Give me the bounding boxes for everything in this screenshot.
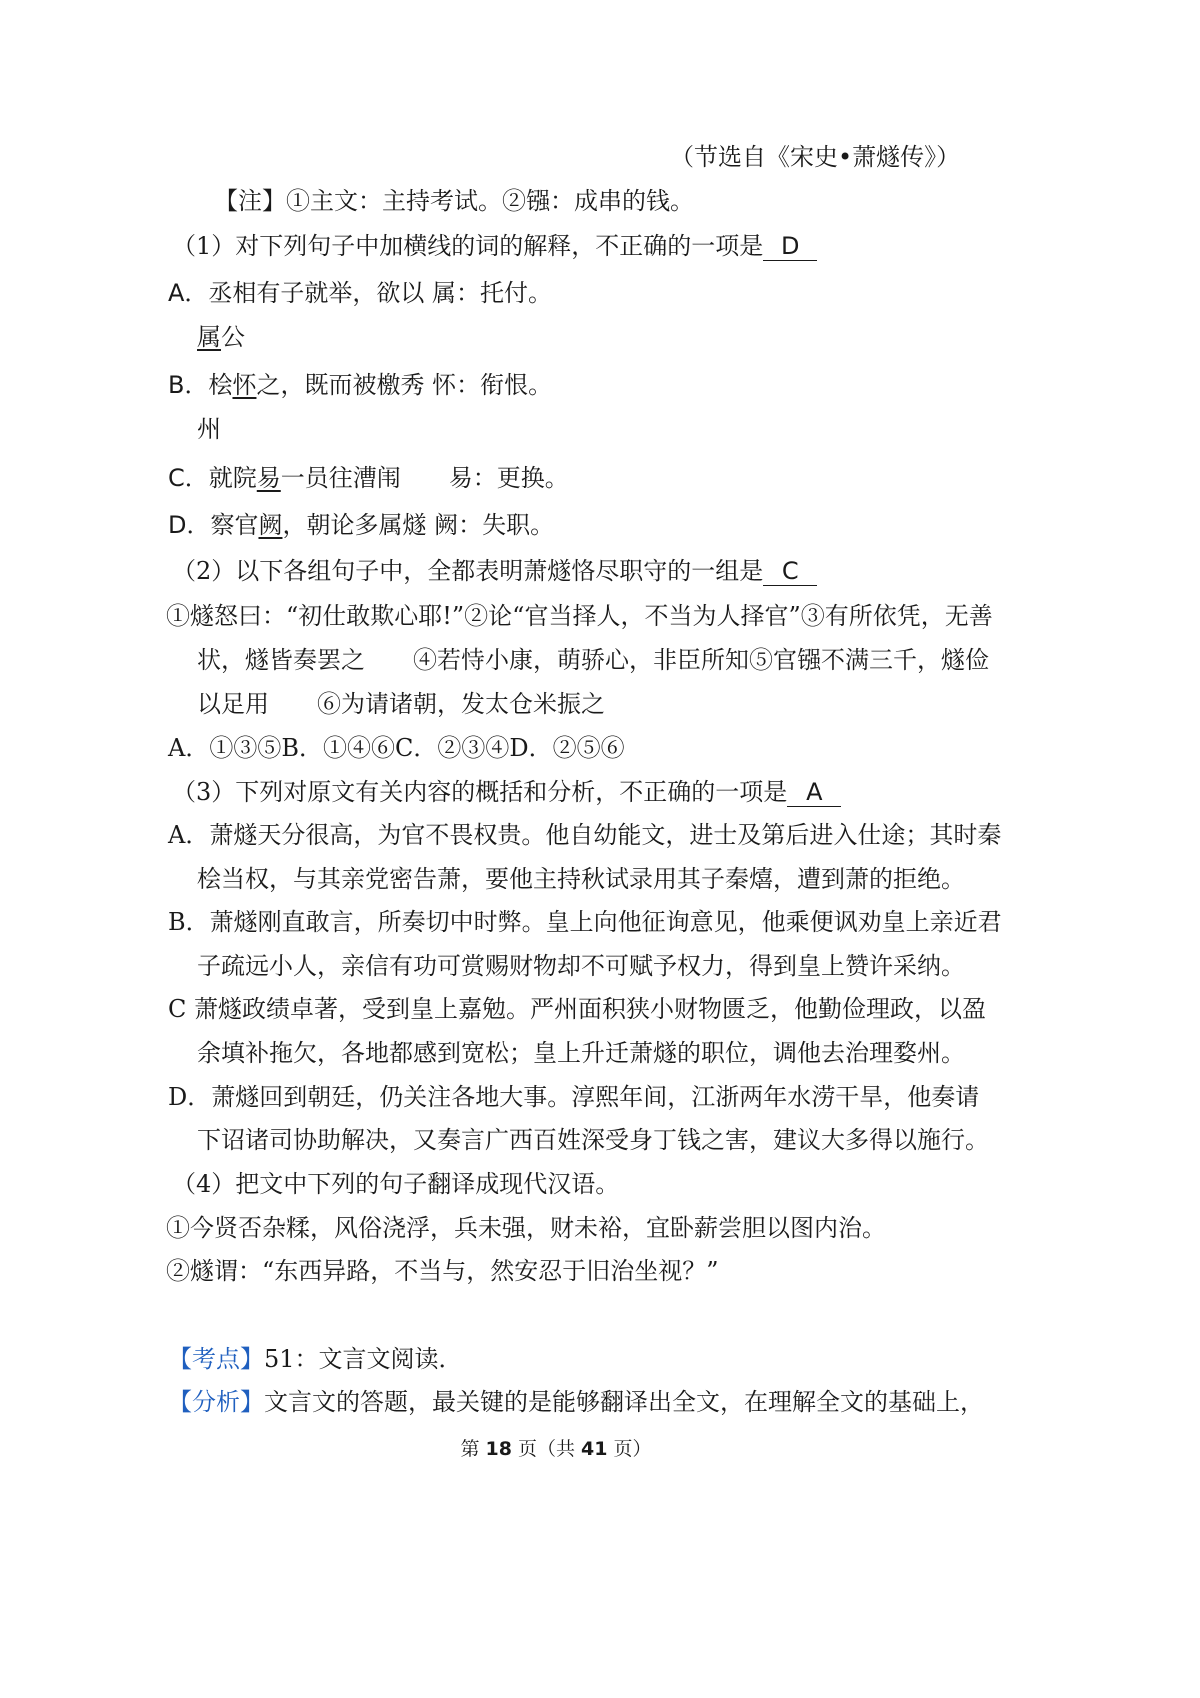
q3-option-d-line-1: D．萧燧回到朝廷，仍关注各地大事。淳熙年间，江浙两年水涝干旱，他奏请 bbox=[168, 1083, 980, 1111]
q1-option-d bbox=[168, 508, 554, 542]
q1-option-a-label: A． bbox=[168, 279, 209, 307]
q1-option-d-pre: 察官 bbox=[210, 511, 259, 539]
q3-stem-text: （3）下列对原文有关内容的概括和分析，不正确的一项是 bbox=[172, 778, 788, 806]
q3-option-d-line-2: 下诏诸司协助解决，又奏言广西百姓深受身丁钱之害，建议大多得以施行。 bbox=[197, 1126, 989, 1154]
q1-option-c-post: 一员往漕闱 易：更换。 bbox=[280, 464, 569, 492]
q3-option-a-line-1: A．萧燧天分很高，为官不畏权贵。他自幼能文，进士及第后进入仕途；其时秦 bbox=[168, 821, 1002, 849]
q3-option-c-line-1: C 萧燧政绩卓著，受到皇上嘉勉。严州面积狭小财物匮乏，他勤俭理政，以盈 bbox=[168, 995, 986, 1023]
q1-option-c-pre: 就院 bbox=[208, 464, 257, 492]
q1-option-b-cont: 州 bbox=[197, 415, 221, 443]
footer-middle: 页（共 bbox=[511, 1438, 582, 1460]
note-line: 【注】①主文：主持考试。②镪：成串的钱。 bbox=[214, 187, 694, 215]
q1-stem-text: （1）对下列句子中加横线的词的解释，不正确的一项是 bbox=[172, 232, 764, 260]
q2-options: A．①③⑤B．①④⑥C．②③④D．②⑤⑥ bbox=[168, 734, 625, 762]
q1-option-b bbox=[168, 368, 552, 402]
footer-prefix: 第 bbox=[460, 1438, 486, 1460]
q1-option-c bbox=[168, 461, 569, 495]
q1-answer: D bbox=[763, 232, 817, 261]
q2-line-3: 以足用 ⑥为请诸朝，发太仓米振之 bbox=[197, 690, 605, 718]
q1-option-a bbox=[168, 276, 552, 310]
source-citation: （节选自《宋史•萧燧传》） bbox=[670, 143, 961, 171]
q2-line-1: ①燧怒曰：“初仕敢欺心耶!”②论“官当择人，不当为人择官”③有所依凭，无善 bbox=[166, 602, 993, 630]
q3-answer: A bbox=[787, 778, 841, 807]
q1-option-b-pre: 桧 bbox=[208, 371, 233, 399]
q4-sentence-1: ①今贤否杂糅，风俗浇浮，兵未强，财未裕，宜卧薪尝胆以图内治。 bbox=[166, 1214, 886, 1242]
q1-option-a-text: 丞相有子就举，欲以 属：托付。 bbox=[208, 279, 553, 307]
kaodian-tag: 【考点】 bbox=[168, 1345, 264, 1373]
q3-option-c-line-2: 余填补拖欠，各地都感到宽松；皇上升迁萧燧的职位，调他去治理婺州。 bbox=[197, 1039, 965, 1067]
fenxi-tag: 【分析】 bbox=[168, 1388, 264, 1416]
q4-sentence-2: ②燧谓：“东西异路，不当与，然安忍于旧治坐视？” bbox=[166, 1257, 719, 1285]
q3-option-a-line-2: 桧当权，与其亲党密告萧，要他主持秋试录用其子秦熺，遭到萧的拒绝。 bbox=[197, 865, 965, 893]
q1-option-d-post: ，朝论多属燧 阙：失职。 bbox=[282, 511, 555, 539]
q1-option-b-underlined-word: 怀 bbox=[232, 371, 257, 399]
q1-option-b-post: 之，既而被檄秀 怀：衔恨。 bbox=[256, 371, 553, 399]
kaodian-line bbox=[168, 1342, 463, 1376]
q3-option-b-line-2: 子疏远小人，亲信有功可赏赐财物却不可赋予权力，得到皇上赞许采纳。 bbox=[197, 952, 965, 980]
footer-total-pages: 41 bbox=[581, 1438, 608, 1460]
q2-stem-text: （2）以下各组句子中，全都表明萧燧恪尽职守的一组是 bbox=[172, 557, 764, 585]
q2-line-2: 状，燧皆奏罢之 ④若恃小康，萌骄心，非臣所知⑤官镪不满三千，燧俭 bbox=[197, 646, 989, 674]
kaodian-text: 51：文言文阅读． bbox=[264, 1345, 463, 1373]
q3-option-b-line-1: B．萧燧刚直敢言，所奏切中时弊。皇上向他征询意见，他乘便讽劝皇上亲近君 bbox=[168, 908, 1002, 936]
footer-page-number: 18 bbox=[485, 1438, 512, 1460]
q1-option-d-label: D． bbox=[168, 511, 211, 539]
q1-option-a-cont bbox=[197, 320, 245, 354]
q4-stem: （4）把文中下列的句子翻译成现代汉语。 bbox=[172, 1170, 620, 1198]
q1-option-a-text2: 公 bbox=[221, 323, 245, 351]
q1-option-a-underlined-word: 属 bbox=[197, 323, 221, 351]
q1-stem bbox=[172, 229, 817, 263]
fenxi-line bbox=[168, 1385, 984, 1419]
q2-answer: C bbox=[763, 557, 817, 586]
fenxi-text: 文言文的答题，最关键的是能够翻译出全文，在理解全文的基础上， bbox=[264, 1388, 984, 1416]
footer-suffix: 页） bbox=[607, 1438, 652, 1460]
q1-option-c-label: C． bbox=[168, 464, 209, 492]
q2-stem bbox=[172, 554, 817, 588]
page-footer bbox=[0, 1432, 1112, 1466]
q3-stem bbox=[172, 775, 841, 809]
q1-option-b-label: B． bbox=[168, 371, 209, 399]
q1-option-c-underlined-word: 易 bbox=[256, 464, 281, 492]
q1-option-d-underlined-word: 阙 bbox=[258, 511, 283, 539]
